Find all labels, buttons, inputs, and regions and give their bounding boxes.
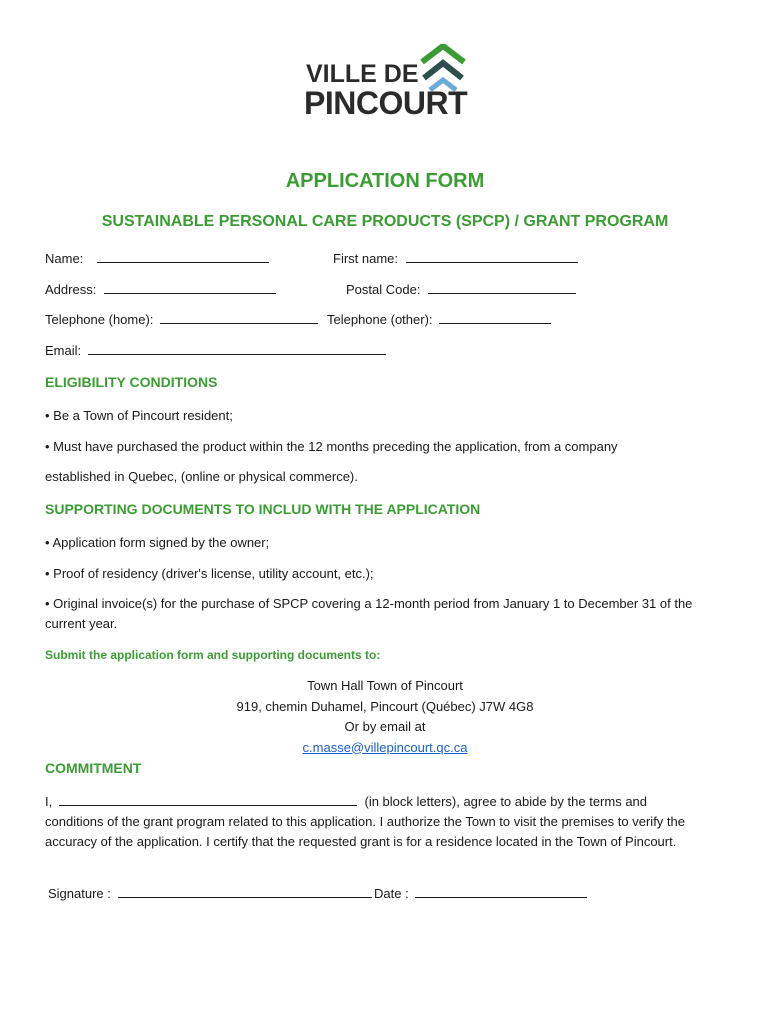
chevron-logo-icon <box>418 44 468 92</box>
first-name-line[interactable] <box>406 250 578 263</box>
address-field[interactable] <box>45 281 276 297</box>
eligibility-heading: ELIGIBILITY CONDITIONS <box>45 374 218 390</box>
town-hall-line: Town Hall Town of Pincourt <box>307 678 463 693</box>
signature-label: Signature : <box>48 886 111 901</box>
eligibility-item: established in Quebec, (online or physical commerce). <box>45 469 358 484</box>
commitment-prefix: I, <box>45 794 53 809</box>
document-item: • Original invoice(s) for the purchase of SPCP covering a 12-month period from January 1 to December 31 of the current year. <box>45 596 693 631</box>
date-line[interactable] <box>415 885 587 898</box>
submit-heading: Submit the application form and supporting documents to: <box>45 648 381 662</box>
commitment-heading: COMMITMENT <box>45 760 142 776</box>
email-line[interactable] <box>88 342 386 355</box>
email-label: Email: <box>45 343 82 358</box>
commitment-body: conditions of the grant program related to this application. I authorize the Town to visit the premises to verify the accuracy of the application. I certify that the requested grant is for a residence located in the Town of Pincourt. <box>45 814 685 849</box>
page-title: APPLICATION FORM <box>285 170 485 192</box>
submit-address-block <box>0 676 770 758</box>
eligibility-item: • Must have purchased the product within the 12 months preceding the application, from a company <box>45 439 618 454</box>
block-letters-name-line[interactable] <box>59 793 357 806</box>
telephone-home-label: Telephone (home): <box>45 312 154 327</box>
first-name-label: First name: <box>333 251 399 266</box>
document-item: • Application form signed by the owner; <box>45 535 270 550</box>
documents-heading: SUPPORTING DOCUMENTS TO INCLUD WITH THE APPLICATION <box>45 501 481 517</box>
first-name-field[interactable] <box>333 250 578 266</box>
page-subtitle: SUSTAINABLE PERSONAL CARE PRODUCTS (SPCP) / GRANT PROGRAM <box>101 213 669 230</box>
name-label: Name: <box>45 251 84 266</box>
eligibility-item: • Be a Town of Pincourt resident; <box>45 408 233 423</box>
name-line[interactable] <box>97 250 269 263</box>
date-field[interactable] <box>374 885 587 901</box>
telephone-other-label: Telephone (other): <box>327 312 433 327</box>
telephone-other-field[interactable] <box>327 311 551 327</box>
ville-de-pincourt-logo <box>300 40 470 125</box>
postal-code-field[interactable] <box>346 281 576 297</box>
telephone-home-line[interactable] <box>160 311 318 324</box>
email-field[interactable] <box>45 342 386 358</box>
date-label: Date : <box>374 886 409 901</box>
logo-line2: PINCOURT <box>304 85 468 121</box>
document-item: • Proof of residency (driver's license, utility account, etc.); <box>45 566 374 581</box>
or-email-line: Or by email at <box>344 719 426 734</box>
logo-line1: VILLE DE <box>306 60 419 88</box>
name-field[interactable] <box>45 250 269 266</box>
telephone-other-line[interactable] <box>439 311 551 324</box>
street-address-line: 919, chemin Duhamel, Pincourt (Québec) J7W 4G8 <box>236 698 534 714</box>
signature-line[interactable] <box>118 885 372 898</box>
signature-field[interactable] <box>48 885 372 901</box>
postal-code-label: Postal Code: <box>346 282 421 297</box>
telephone-home-field[interactable] <box>45 311 318 327</box>
commitment-name-field[interactable] <box>45 793 647 809</box>
address-label: Address: <box>45 282 97 297</box>
address-line[interactable] <box>104 281 276 294</box>
contact-email-link[interactable]: c.masse@villepincourt.qc.ca <box>302 739 468 755</box>
commitment-suffix: (in block letters), agree to abide by the terms and <box>364 794 648 809</box>
postal-code-line[interactable] <box>428 281 576 294</box>
